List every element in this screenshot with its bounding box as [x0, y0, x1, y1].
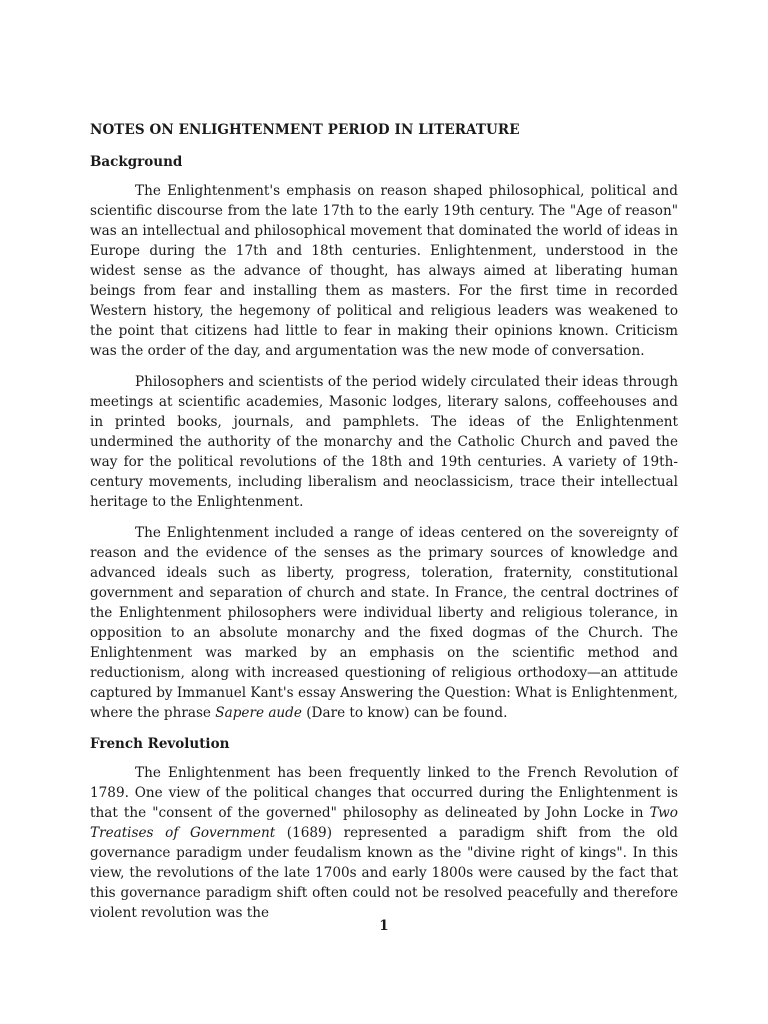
italic-phrase-sapere-aude: Sapere aude: [215, 705, 302, 721]
paragraph-text: (Dare to know) can be found.: [301, 705, 508, 721]
italic-title-two-treatises: Two Treatises of Government: [90, 805, 678, 841]
background-paragraph-3: [90, 523, 678, 723]
background-paragraph-2: Philosophers and scientists of the period widely circulated their ideas through meetings at scientific academies, Masonic lodges, literary salons, coffeehouses and in printed books, journals, and pamphlets. The ideas of the Enlightenment undermined the authority of the monarchy and the Catholic Church and paved the way for the political revolutions of the 18th and 19th centuries. A variety of 19th-century movements, including liberalism and neoclassicism, trace their intellectual heritage to the Enlightenment.: [90, 374, 678, 510]
paragraph-text: (1689) represented a paradigm shift from the old governance paradigm under feudalism known as the "divine right of kings". In this view, the revolutions of the late 1700s and early 1800s were caused by the fact that this governance paradigm shift often could not be resolved peacefully and therefore violent revolution was the: [90, 825, 678, 921]
section-heading-background: Background: [90, 154, 183, 170]
document-title: NOTES ON ENLIGHTENMENT PERIOD IN LITERATURE: [90, 122, 520, 138]
background-paragraph-1: The Enlightenment's emphasis on reason shaped philosophical, political and scientific discourse from the late 17th to the early 19th century. The "Age of reason" was an intellectual and philosophical movement that dominated the world of ideas in Europe during the 17th and 18th centuries. Enlightenment, understood in the widest sense as the advance of thought, has always aimed at liberating human beings from fear and installing them as masters. For the first time in recorded Western history, the hegemony of political and religious leaders was weakened to the point that citizens had little to fear in making their opinions known. Criticism was the order of the day, and argumentation was the new mode of conversation.: [90, 183, 678, 359]
section-heading-french-revolution: French Revolution: [90, 736, 230, 752]
page-number: 1: [379, 918, 389, 934]
paragraph-text: The Enlightenment included a range of ideas centered on the sovereignty of reason and the evidence of the senses as the primary sources of knowledge and advanced ideals such as liberty, progress, toleration, fraternity, constitutional government and separation of church and state. In France, the central doctrines of the Enlightenment philosophers were individual liberty and religious tolerance, in opposition to an absolute monarchy and the fixed dogmas of the Church. The Enlightenment was marked by an emphasis on the scientific method and reductionism, along with increased questioning of religious orthodoxy—an attitude captured by Immanuel Kant's essay Answering the Question: What is Enlightenment, where the phrase: [90, 525, 678, 721]
paragraph-text: The Enlightenment has been frequently linked to the French Revolution of 1789. One view of the political changes that occurred during the Enlightenment is that the "consent of the governed" philosophy as delineated by John Locke in: [90, 765, 678, 821]
french-revolution-paragraph-1: [90, 763, 678, 923]
page-content: [90, 120, 678, 923]
